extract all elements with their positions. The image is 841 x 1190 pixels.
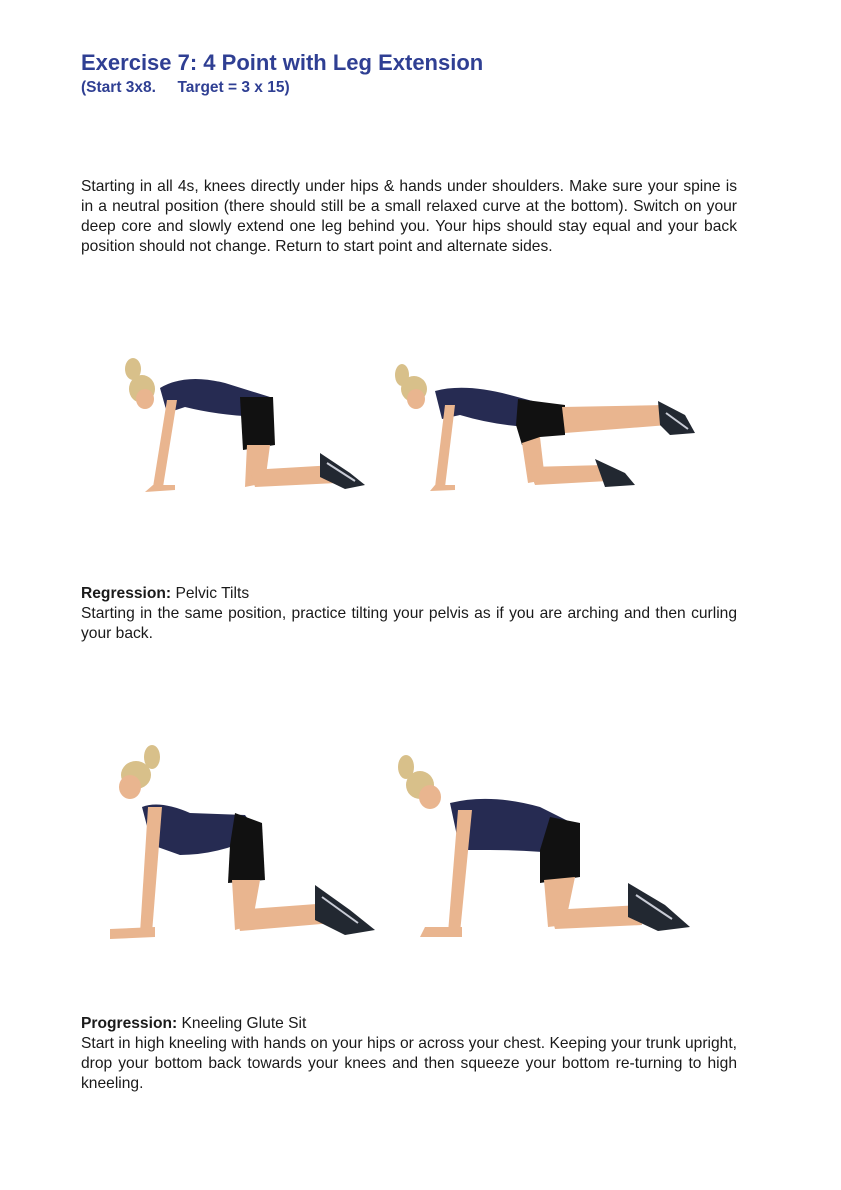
progression-text: Start in high kneeling with hands on your hips or across your chest. Keeping your trunk upright, drop your bottom back towards your knees and then squeeze your bottom re-turning to high kneeling. [81,1035,737,1092]
progression-label: Progression: [81,1015,178,1032]
regression-heading [81,584,737,604]
four-point-leg-extension-photo [390,355,700,495]
pelvic-tilt-arch-photo [100,745,385,945]
pelvic-tilt-curl-photo [390,755,695,940]
progression-section [81,1014,737,1094]
exercise-sets-target: (Start 3x8. Target = 3 x 15) [81,79,290,96]
regression-name: Pelvic Tilts [175,585,250,602]
progression-name: Kneeling Glute Sit [181,1015,307,1032]
progression-heading [81,1014,737,1034]
regression-section [81,584,737,644]
exercise-title: Exercise 7: 4 Point with Leg Extension [81,50,484,75]
regression-text: Starting in the same position, practice tilting your pelvis as if you are arching and then curling your back. [81,605,737,642]
four-point-start-photo [115,345,370,495]
regression-label: Regression: [81,585,172,602]
intro-instructions: Starting in all 4s, knees directly under hips & hands under shoulders. Make sure your spine is in a neutral position (there should still be a small relaxed curve at the bottom). Switch on your deep core and slowly extend one leg behind you. Your hips should stay equal and your back position should not change. Return to start point and alternate sides. [81,178,737,255]
